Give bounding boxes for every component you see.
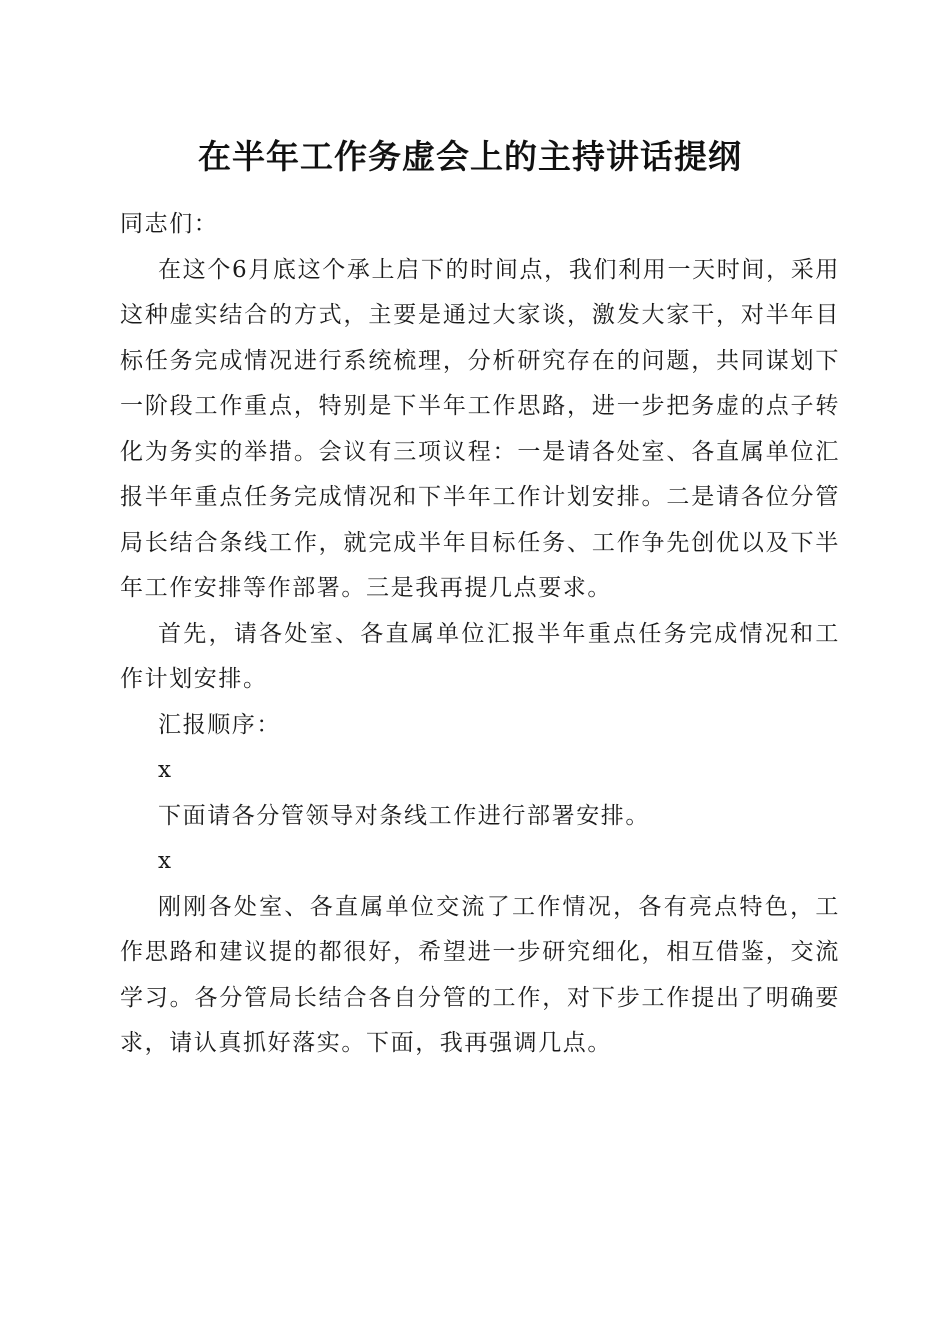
document-body: [120, 202, 840, 1067]
document-title: 在半年工作务虚会上的主持讲话提纲: [198, 137, 742, 176]
body-paragraph: 刚刚各处室、各直属单位交流了工作情况，各有亮点特色，工作思路和建议提的都很好，希望进一步研究细化，相互借鉴，交流学习。各分管局长结合各自分管的工作，对下步工作提出了明确要求，请认真抓好落实。下面，我再强调几点。: [120, 893, 840, 1056]
body-paragraph: 首先，请各处室、各直属单位汇报半年重点任务完成情况和工作计划安排。: [120, 620, 840, 692]
body-paragraph: 在这个6月底这个承上启下的时间点，我们利用一天时间，采用这种虚实结合的方式，主要是通过大家谈，激发大家干，对半年目标任务完成情况进行系统梳理，分析研究存在的问题，共同谋划下一阶段工作重点，特别是下半年工作思路，进一步把务虚的点子转化为务实的举措。会议有三项议程：一是请各处室、各直属单位汇报半年重点任务完成情况和下半年工作计划安排。二是请各位分管局长结合条线工作，就完成半年目标任务、工作争先创优以及下半年工作安排等作部署。三是我再提几点要求。: [120, 256, 840, 601]
body-paragraph: 下面请各分管领导对条线工作进行部署安排。: [158, 802, 650, 829]
greeting-paragraph: 同志们：: [120, 211, 219, 237]
placeholder-paragraph: x: [158, 757, 173, 783]
body-paragraph: 汇报顺序：: [158, 711, 281, 738]
placeholder-paragraph: x: [158, 848, 173, 874]
